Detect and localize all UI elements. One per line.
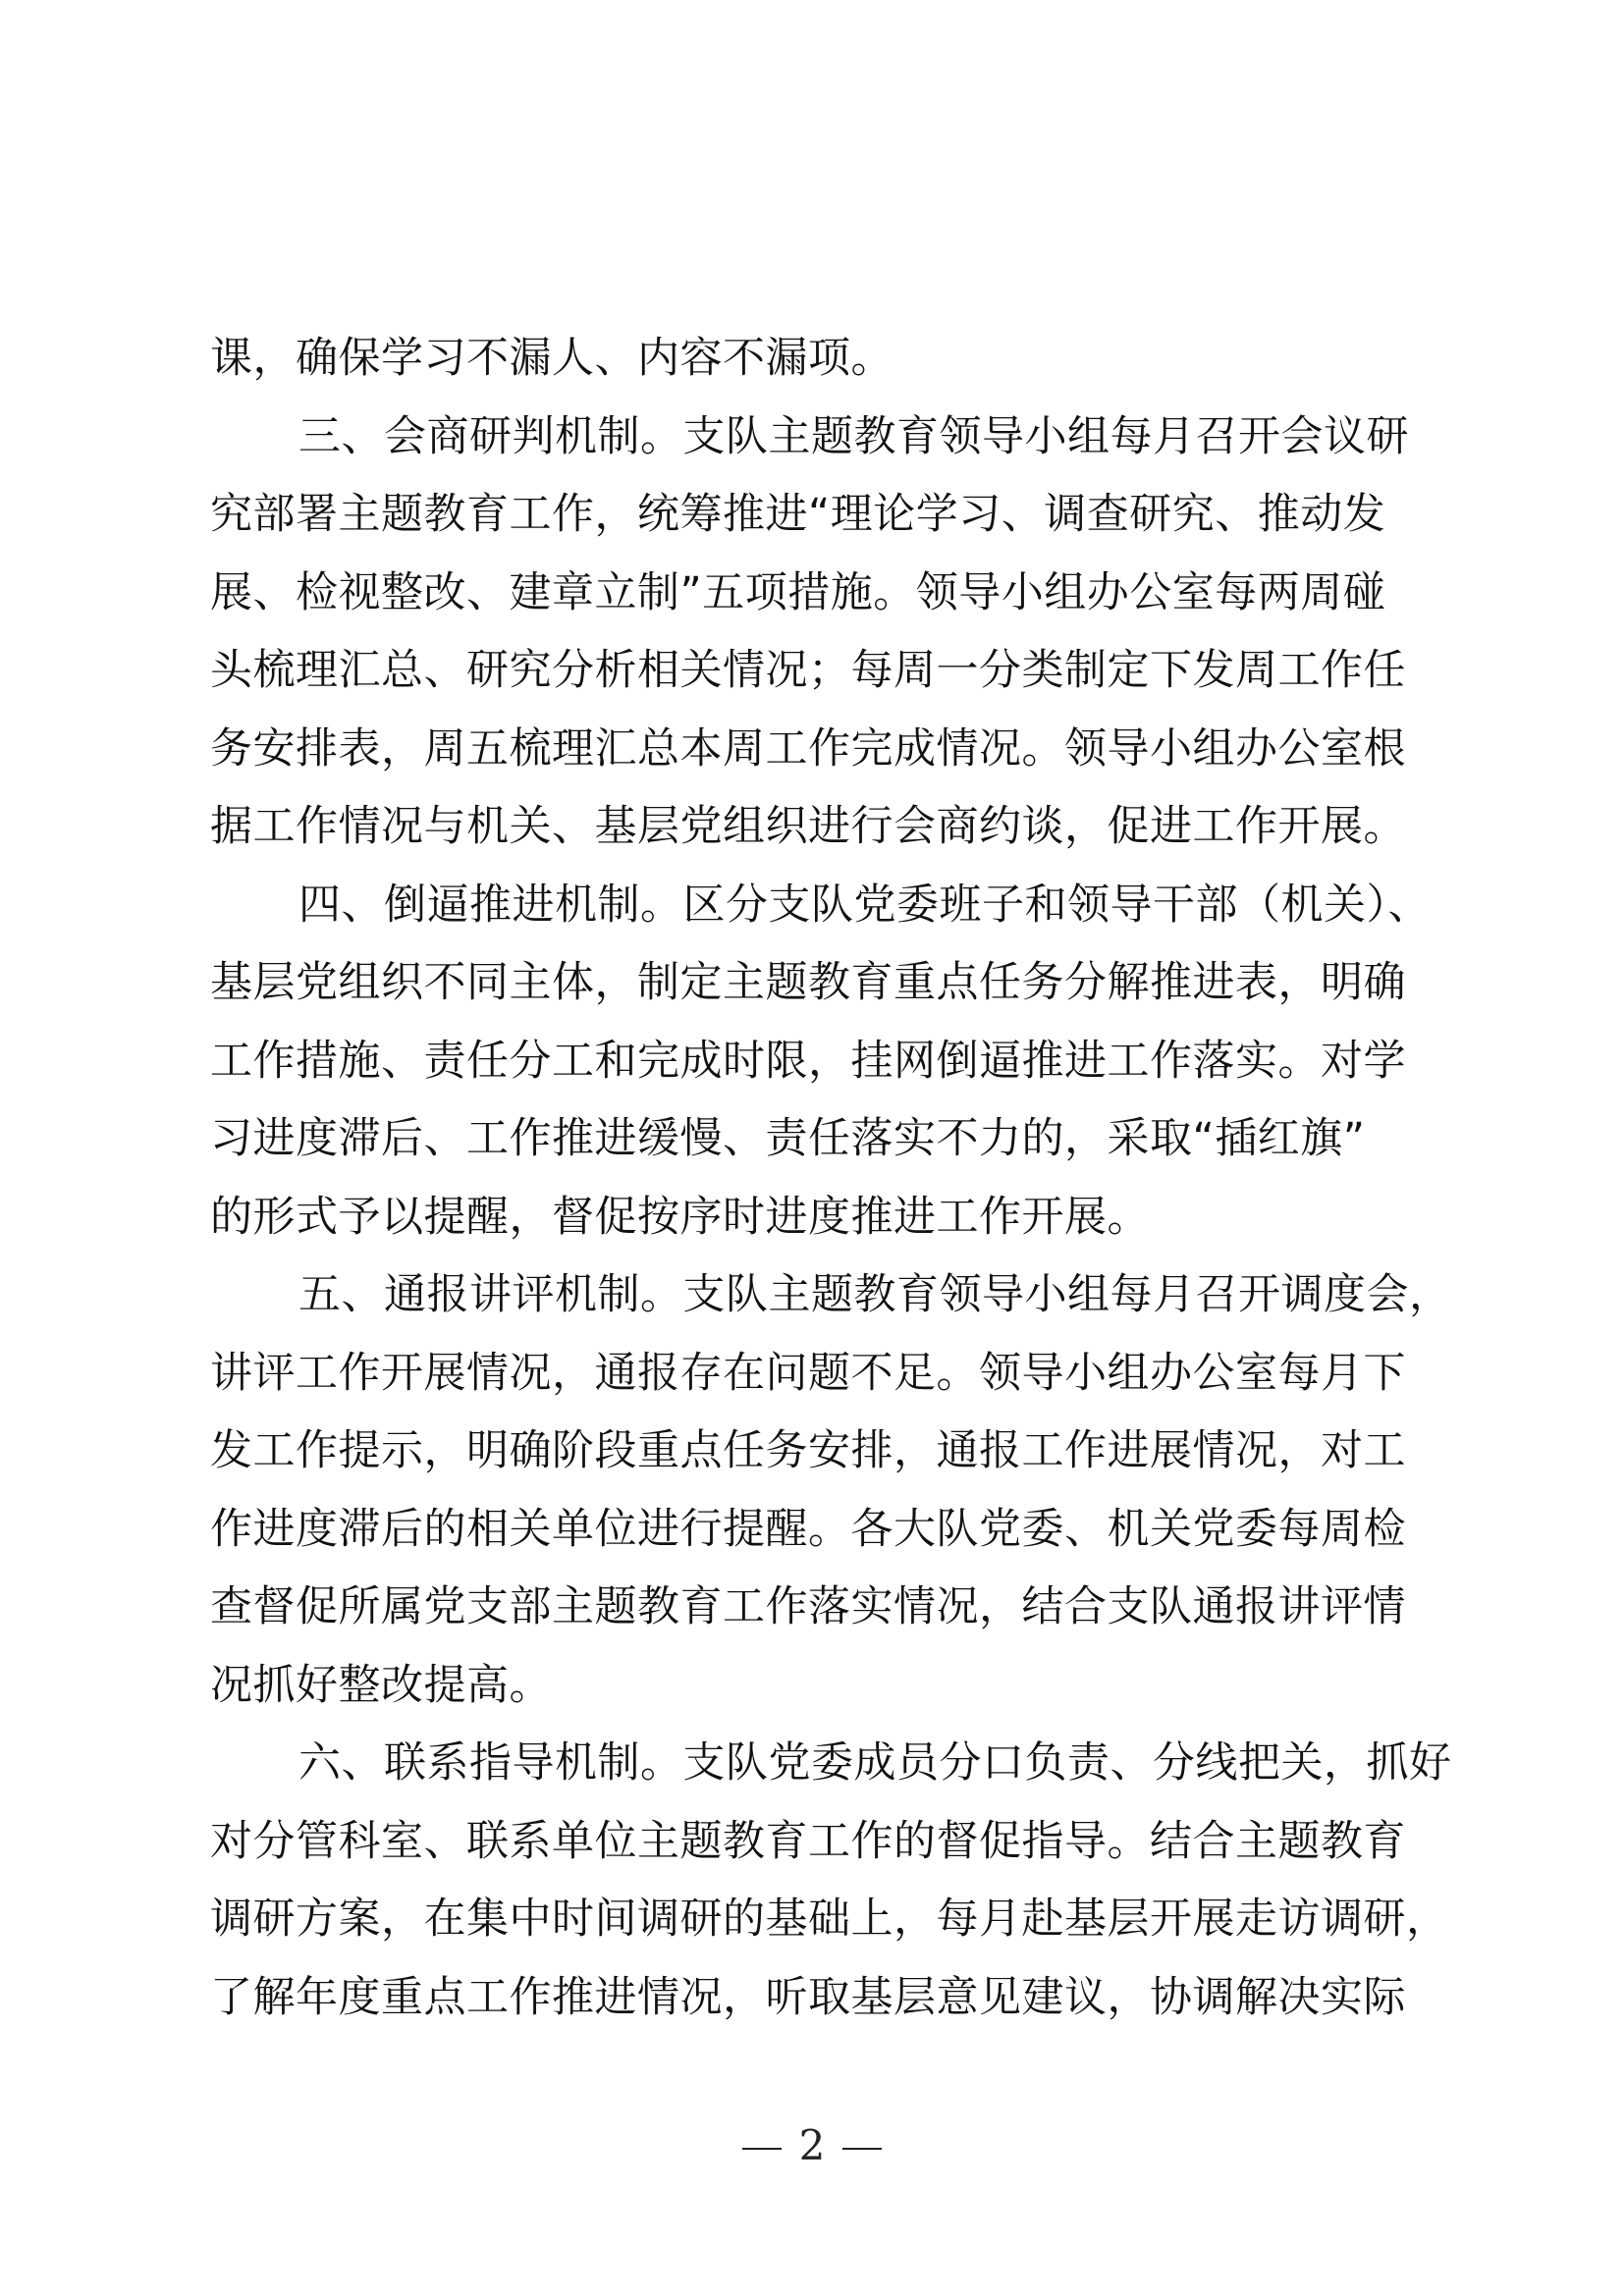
page-footer xyxy=(0,2118,1624,2173)
text-line: 六、联系指导机制。支队党委成员分口负责、分线把关，抓好 xyxy=(298,1738,1452,1788)
text-line: 况抓好整改提高。 xyxy=(210,1660,552,1710)
footer-dash-right xyxy=(842,2148,882,2150)
text-line: 作进度滞后的相关单位进行提醒。各大队党委、机关党委每周检 xyxy=(210,1504,1406,1554)
text-line: 展、检视整改、建章立制”五项措施。领导小组办公室每两周碰 xyxy=(210,567,1386,617)
text-line: 五、通报讲评机制。支队主题教育领导小组每月召开调度会， xyxy=(298,1270,1452,1319)
text-line: 基层党组织不同主体，制定主题教育重点任务分解推进表，明确 xyxy=(210,958,1406,1007)
text-line: 习进度滞后、工作推进缓慢、责任落实不力的，采取“插红旗” xyxy=(210,1114,1366,1163)
text-line: 据工作情况与机关、基层党组织进行会商约谈，促进工作开展。 xyxy=(210,802,1406,851)
text-line: 三、会商研判机制。支队主题教育领导小组每月召开会议研 xyxy=(298,411,1409,461)
text-line: 工作措施、责任分工和完成时限，挂网倒逼推进工作落实。对学 xyxy=(210,1036,1406,1086)
text-line: 发工作提示，明确阶段重点任务安排，通报工作进展情况，对工 xyxy=(210,1426,1406,1475)
text-line: 务安排表，周五梳理汇总本周工作完成情况。领导小组办公室根 xyxy=(210,723,1406,774)
text-line: 了解年度重点工作推进情况，听取基层意见建议，协调解决实际 xyxy=(210,1972,1406,2022)
text-line: 查督促所属党支部主题教育工作落实情况，结合支队通报讲评情 xyxy=(210,1582,1406,1631)
footer-dash-left xyxy=(742,2148,782,2150)
page-number: 2 xyxy=(798,2121,826,2169)
text-line: 的形式予以提醒，督促按序时进度推进工作开展。 xyxy=(210,1192,1150,1242)
body-text xyxy=(210,320,1452,2037)
text-line: 头梳理汇总、研究分析相关情况；每周一分类制定下发周工作任 xyxy=(210,646,1406,695)
text-line: 讲评工作开展情况，通报存在问题不足。领导小组办公室每月下 xyxy=(210,1348,1406,1398)
text-line: 四、倒逼推进机制。区分支队党委班子和领导干部（机关）、 xyxy=(298,880,1431,930)
text-line: 究部署主题教育工作，统筹推进“理论学习、调查研究、推动发 xyxy=(210,490,1386,539)
text-line: 课，确保学习不漏人、内容不漏项。 xyxy=(210,334,893,383)
text-line: 对分管科室、联系单位主题教育工作的督促指导。结合主题教育 xyxy=(210,1816,1406,1866)
text-line: 调研方案，在集中时间调研的基础上，每月赴基层开展走访调研， xyxy=(210,1895,1449,1944)
